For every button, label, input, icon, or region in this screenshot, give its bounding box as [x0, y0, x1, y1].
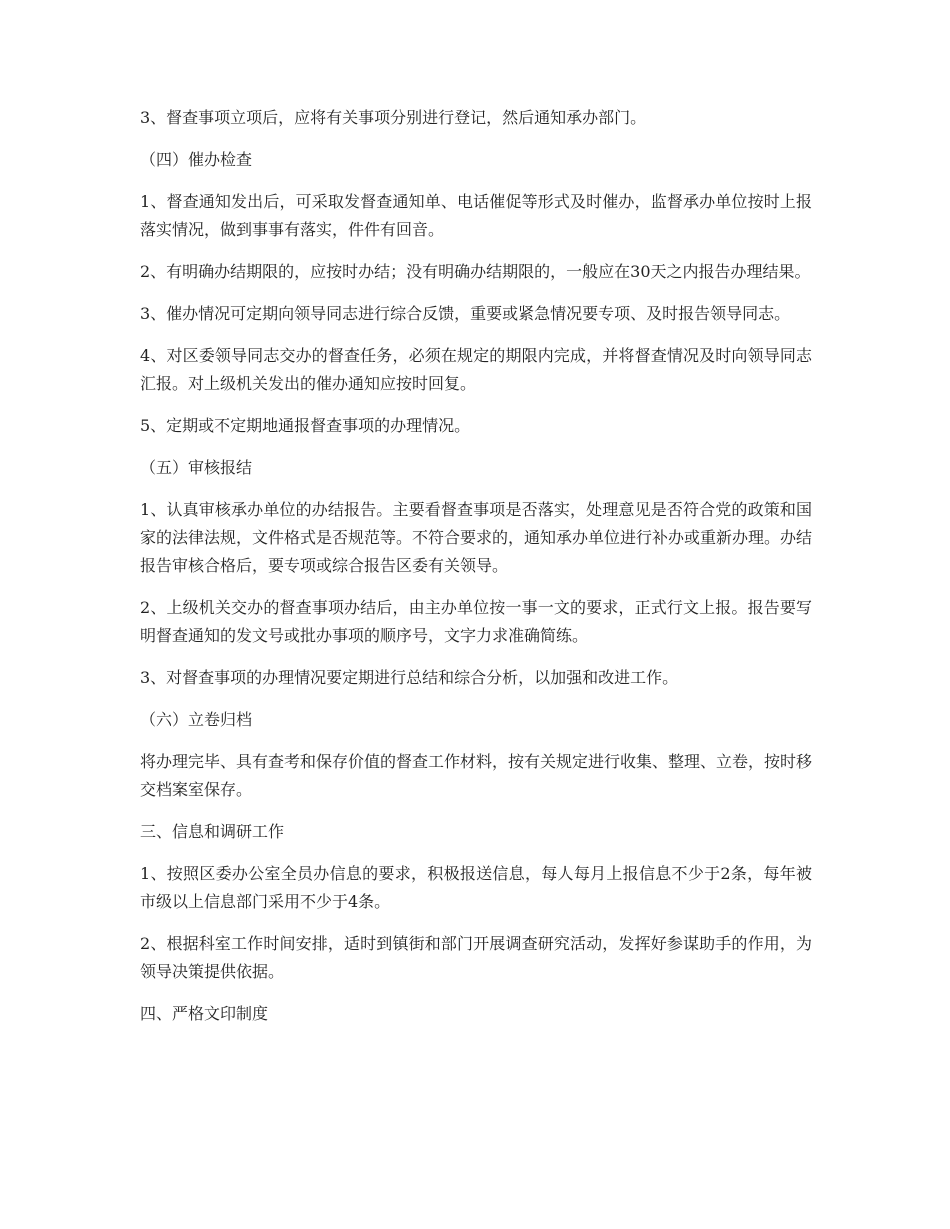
- paragraph: 5、定期或不定期地通报督查事项的办理情况。: [140, 416, 471, 435]
- paragraph: 2、上级机关交办的督查事项办结后，由主办单位按一事一文的要求，正式行文上报。报告要写明督查通知的发文号或批办事项的顺序号，文字力求准确简练。: [140, 598, 812, 645]
- section-heading: （四）催办检查: [140, 150, 253, 169]
- paragraph: 4、对区委领导同志交办的督查任务，必须在规定的期限内完成，并将督查情况及时向领导同志汇报。对上级机关发出的催办通知应按时回复。: [140, 346, 812, 393]
- section-heading: （六）立卷归档: [140, 710, 253, 729]
- section-heading: 四、严格文印制度: [140, 1004, 269, 1023]
- section-heading: （五）审核报结: [140, 458, 253, 477]
- paragraph: 2、根据科室工作时间安排，适时到镇街和部门开展调查研究活动，发挥好参谋助手的作用，为领导决策提供依据。: [140, 934, 812, 981]
- paragraph: 3、催办情况可定期向领导同志进行综合反馈，重要或紧急情况要专项、及时报告领导同志。: [140, 304, 791, 323]
- document-body: [140, 104, 812, 1042]
- paragraph: 1、按照区委办公室全员办信息的要求，积极报送信息，每人每月上报信息不少于2条，每年被市级以上信息部门采用不少于4条。: [140, 864, 812, 911]
- paragraph: 3、督查事项立项后，应将有关事项分别进行登记，然后通知承办部门。: [140, 108, 647, 127]
- paragraph: 2、有明确办结期限的，应按时办结；没有明确办结期限的，一般应在30天之内报告办理结果。: [140, 262, 811, 281]
- paragraph: 1、认真审核承办单位的办结报告。主要看督查事项是否落实，处理意见是否符合党的政策和国家的法律法规，文件格式是否规范等。不符合要求的，通知承办单位进行补办或重新办理。办结报告审核合格后，要专项或综合报告区委有关领导。: [140, 500, 813, 575]
- paragraph: 1、督查通知发出后，可采取发督查通知单、电话催促等形式及时催办，监督承办单位按时上报落实情况，做到事事有落实，件件有回音。: [140, 192, 812, 239]
- paragraph: 将办理完毕、具有查考和保存价值的督查工作材料，按有关规定进行收集、整理、立卷，按时移交档案室保存。: [140, 752, 813, 799]
- paragraph: 3、对督查事项的办理情况要定期进行总结和综合分析，以加强和改进工作。: [140, 668, 679, 687]
- section-heading: 三、信息和调研工作: [140, 822, 285, 841]
